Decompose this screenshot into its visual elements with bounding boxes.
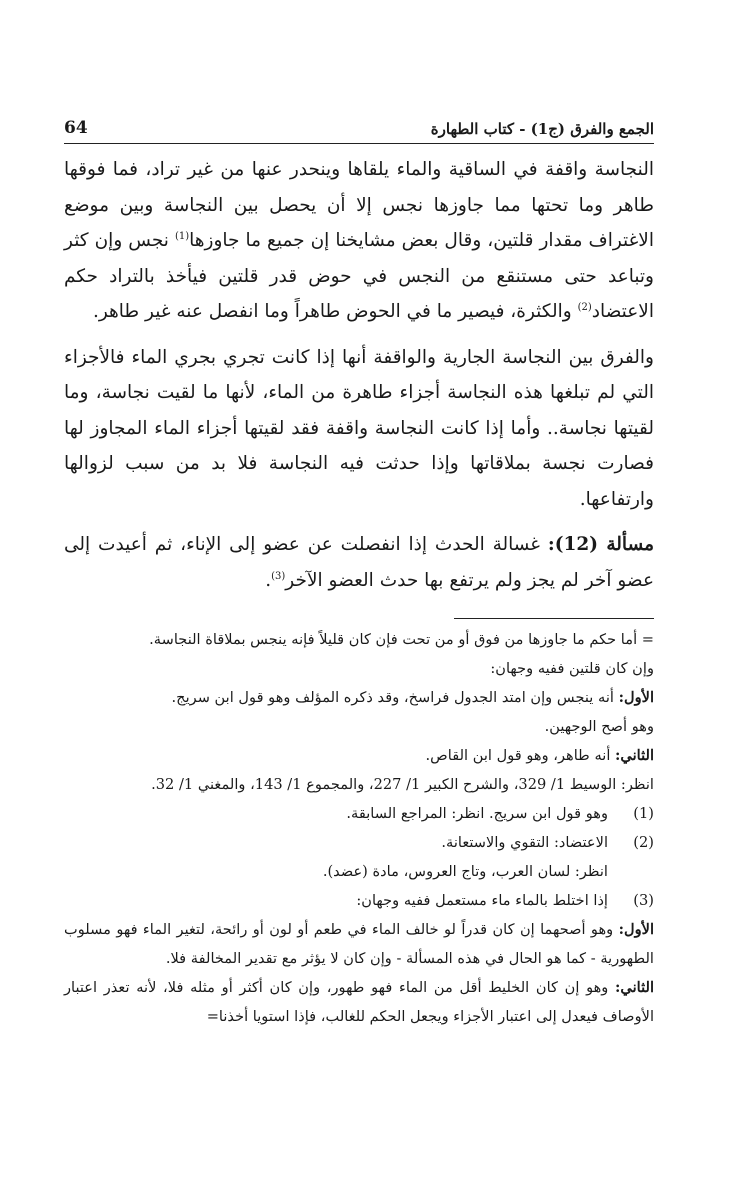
footnote-line: = أما حكم ما جاوزها من فوق أو من تحت فإن كان قليلاً فإنه ينجس بملاقاة النجاسة. — [149, 631, 654, 648]
paragraph-text: والكثرة، فيصير ما في الحوض طاهراً وما انفصل عنه غير طاهر. — [92, 301, 578, 322]
paragraph-text: . — [265, 569, 272, 591]
footnote-text: إذا اختلط بالماء ماء مستعمل ففيه وجهان: — [356, 892, 608, 909]
footnote-text: وهو قول ابن سريج. انظر: المراجع السابقة. — [346, 805, 608, 822]
paragraph-text: نجس وإن كثر وتباعد حتى مستنقع من النجس في حوض قدر قلتين فيأخذ بالتراد حكم الاعتضاد — [64, 230, 654, 322]
footnote-text: الاعتضاد: التقوي والاستعانة. — [441, 834, 608, 851]
footnote-label: الثاني: — [615, 979, 654, 996]
paragraph-text: غسالة الحدث إذا انفصلت عن عضو إلى الإناء، ثم أعيدت إلى عضو آخر لم يجز ولم يرتفع بها حدث العضو الآخر — [64, 534, 654, 591]
footnote-line: انظر: لسان العرب، وتاج العروس، مادة (عضد). — [322, 863, 608, 880]
paragraph — [64, 340, 654, 518]
footnote-label: الأول: — [618, 921, 654, 938]
footnote-line — [64, 973, 654, 1031]
footnote-ref: (2) — [577, 301, 592, 313]
footnote-separator — [454, 618, 654, 619]
footnote-3 — [64, 886, 654, 915]
footnote-line: وهو أصح الوجهين. — [544, 718, 654, 735]
footnote-ref: (1) — [174, 230, 190, 242]
paragraph-text: والفرق بين النجاسة الجارية والواقفة أنها إذا كانت تجري بجري الماء فالأجزاء التي لم تبلغها هذه النجاسة أجزاء طاهرة من الماء، لأنها ما لقيت نجاسة، وما لقيتها نجاسة.. وأما إذا كانت النجاسة واقفة فقد لقيتها أجزاء الماء المجاوز لها فصارت نجسة بملاقاتها وإذا حدثت فيه النجاسة فلا بد من سبب لزوالها وارتفاعها. — [64, 346, 654, 510]
footnote-number: (1) — [633, 805, 654, 822]
page-number: 64 — [64, 118, 88, 138]
footnote-label: الثاني: — [615, 747, 654, 764]
issue-label: مسألة (12): — [547, 534, 654, 555]
footnote-text: أنه طاهر، وهو قول ابن القاص. — [425, 747, 616, 764]
footnote-number: (2) — [633, 834, 654, 851]
footnote-line — [64, 915, 654, 973]
footnote-ref: (3) — [271, 570, 286, 582]
issue-paragraph — [64, 527, 654, 598]
footnote-text: أنه ينجس وإن امتد الجدول فراسخ، وقد ذكره المؤلف وهو قول ابن سريج. — [171, 689, 619, 706]
footnote-label: الأول: — [618, 689, 654, 706]
footnote-line: وإن كان قلتين ففيه وجهان: — [490, 660, 654, 677]
footnote-line — [64, 741, 654, 770]
paragraph-text: النجاسة واقفة في الساقية والماء يلقاها وينحدر عنها من غير تراد، فما فوقها طاهر وما تحتها مما جاوزها نجس إلا أن يحصل بين النجاسة وبين موضع الاغتراف مقدار قلتين، وقال بعض مشايخنا إن جميع ما جاوزها — [64, 159, 654, 251]
footnote-line — [64, 683, 654, 712]
book-page — [64, 118, 654, 1031]
footnote-text: وهو إن كان الخليط أقل من الماء فهو طهور، وإن كان أكثر أو مثله فلا، لأنه تعذر اعتبار الأوصاف فيعدل إلى اعتبار الأجزاء ويجعل الحكم للغالب، فإذا استويا أخذنا= — [64, 979, 654, 1025]
running-header — [64, 118, 654, 144]
footnote-2 — [64, 828, 654, 857]
footnote-1 — [64, 799, 654, 828]
header-title: الجمع والفرق (ج1) - كتاب الطهارة — [430, 120, 654, 138]
paragraph — [64, 152, 654, 330]
footnotes — [64, 625, 654, 1031]
main-text — [64, 152, 654, 598]
footnote-line: انظر: الوسيط 1/ 329، والشرح الكبير 1/ 227، والمجموع 1/ 143، والمغني 1/ 32. — [151, 776, 654, 793]
footnote-text: وهو أصحهما إن كان قدراً لو خالف الماء في طعم أو لون أو رائحة، لتغير الماء فهو مسلوب الطهورية - كما هو الحال في هذه المسألة - وإن كان لا يؤثر مع تقدير المخالفة فلا. — [64, 921, 654, 967]
footnote-number: (3) — [633, 892, 654, 909]
